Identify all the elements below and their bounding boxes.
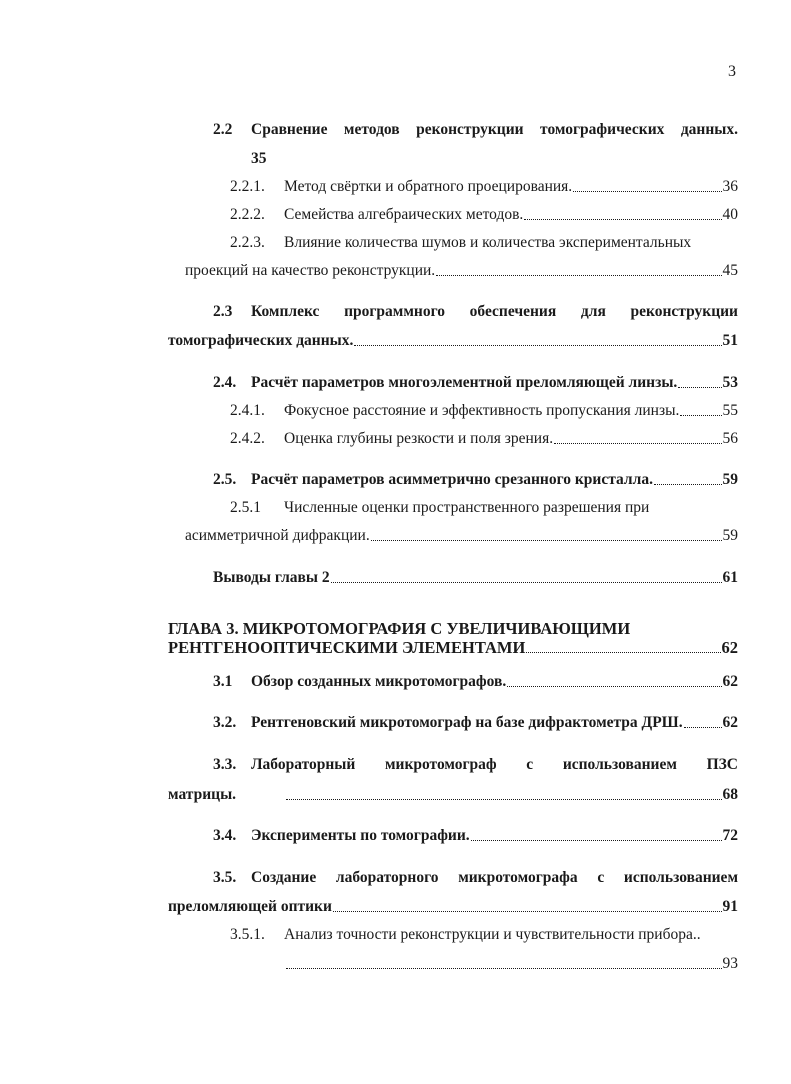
toc-page-number: 59 (722, 527, 738, 544)
toc-title: Семейства алгебраических методов. (284, 206, 524, 223)
toc-title: Метод свёртки и обратного проецирования. (284, 178, 573, 195)
toc-number: 2.2 (213, 121, 233, 138)
toc-page-number: 36 (722, 178, 738, 195)
toc-entry-3-2 (213, 713, 738, 733)
toc-entry-3-4 (213, 826, 738, 846)
toc-number: 2.4. (213, 374, 237, 391)
toc-entry-chapter-3 (168, 638, 738, 658)
dot-leader (524, 219, 721, 220)
toc-title: Анализ точности реконструкции и чувствительности прибора.. (284, 926, 701, 943)
toc-page-number: 56 (722, 430, 738, 447)
toc-title: Фокусное расстояние и эффективность пропускания линзы. (284, 402, 680, 419)
dot-leader (471, 840, 722, 841)
toc-entry-2-2-1 (230, 177, 738, 197)
toc-number: 2.2.2. (230, 206, 265, 223)
toc-title: Сравнение методов реконструкции томографических данных. (251, 121, 738, 138)
dot-leader (526, 652, 720, 653)
toc-number: 3.5.1. (230, 926, 265, 943)
dot-leader (573, 191, 721, 192)
dot-leader (678, 387, 721, 388)
dot-leader (554, 443, 721, 444)
chapter-3-title: ГЛАВА 3. МИКРОТОМОГРАФИЯ С УВЕЛИЧИВАЮЩИМИ (168, 619, 631, 638)
toc-title: Влияние количества шумов и количества экспериментальных (284, 234, 692, 251)
toc-entry-2-5-1-cont (185, 526, 738, 546)
toc-entry-2-5-1 (230, 498, 710, 518)
toc-entry-conclusions-2 (213, 568, 738, 588)
dot-leader (286, 799, 722, 800)
toc-entry-2-2 (213, 120, 738, 140)
toc-entry-2-5 (213, 470, 738, 490)
toc-page-number: 45 (722, 262, 738, 279)
dot-leader (331, 582, 722, 583)
toc-entry-3-5 (213, 868, 738, 888)
toc-title: проекций на качество реконструкции. (185, 262, 436, 279)
dot-leader (684, 727, 722, 728)
toc-title: Обзор созданных микротомографов. (251, 673, 507, 690)
toc-number: 2.2.3. (230, 234, 265, 251)
toc-number: 2.4.2. (230, 430, 265, 447)
toc-title: томографических данных. (168, 332, 354, 349)
dot-leader (371, 540, 722, 541)
toc-title: Оценка глубины резкости и поля зрения. (284, 430, 554, 447)
toc-number: 2.3 (213, 303, 233, 320)
toc-page-number: 51 (722, 332, 738, 349)
toc-page-number: 61 (722, 569, 738, 586)
toc-title: Численные оценки пространственного разрешения при (284, 499, 650, 516)
page-number: 3 (728, 63, 736, 80)
toc-entry-2-4 (213, 373, 738, 393)
toc-number: 2.5. (213, 471, 237, 488)
toc-number: 2.5.1 (230, 499, 261, 516)
toc-entry-3-5-1 (230, 925, 738, 945)
toc-number: 3.5. (213, 869, 237, 886)
toc-number: 2.4.1. (230, 402, 265, 419)
toc-page-number: 93 (722, 955, 738, 972)
toc-entry-2-2-3-cont (185, 261, 738, 281)
dot-leader (333, 911, 722, 912)
toc-title: Выводы главы 2 (213, 569, 330, 586)
toc-entry-3-5-1-cont (286, 954, 738, 974)
toc-entry-3-1 (213, 672, 738, 692)
toc-title: Лабораторный микротомограф с использованием ПЗС (251, 756, 738, 773)
toc-title: Расчёт параметров многоэлементной преломляющей линзы. (251, 374, 678, 391)
toc-page-number: 62 (722, 673, 738, 690)
toc-entry-3-3 (213, 755, 738, 775)
dot-leader (680, 415, 721, 416)
dot-leader (436, 275, 721, 276)
toc-number: 3.2. (213, 714, 237, 731)
dot-leader (354, 345, 721, 346)
toc-number: 3.1 (213, 673, 233, 690)
toc-page-number: 35 (251, 150, 267, 167)
toc-title: асимметричной дифракции. (185, 527, 370, 544)
toc-entry-2-2-2 (230, 205, 738, 225)
dot-leader (507, 686, 721, 687)
toc-number: 3.3. (213, 756, 237, 773)
toc-page-number: 62 (721, 638, 738, 657)
toc-entry-3-3-cont (286, 785, 738, 805)
toc-page-number: 68 (722, 786, 738, 803)
dot-leader (654, 484, 722, 485)
toc-entry-2-4-1 (230, 401, 738, 421)
toc-page-number: 72 (722, 827, 738, 844)
toc-page-number: 40 (722, 206, 738, 223)
toc-title: матрицы. (168, 786, 237, 803)
toc-page-number: 59 (722, 471, 738, 488)
toc-entry-2-2-3 (230, 233, 724, 253)
toc-entry-3-5-cont (168, 897, 738, 917)
toc-title: РЕНТГЕНООПТИЧЕСКИМИ ЭЛЕМЕНТАМИ (168, 638, 526, 657)
toc-entry-2-3-cont (168, 331, 738, 351)
toc-page-number: 91 (722, 898, 738, 915)
toc-title: Рентгеновский микротомограф на базе дифрактометра ДРШ. (251, 714, 683, 731)
dot-leader (286, 968, 722, 969)
toc-number: 2.2.1. (230, 178, 265, 195)
toc-entry-2-3 (213, 302, 738, 322)
toc-title: Комплекс программного обеспечения для реконструкции (251, 303, 738, 320)
toc-page-number: 62 (722, 714, 738, 731)
toc-entry-2-4-2 (230, 429, 738, 449)
toc-number: 3.4. (213, 827, 237, 844)
toc-title: преломляющей оптики (168, 898, 332, 915)
toc-title: Расчёт параметров асимметрично срезанного кристалла. (251, 471, 653, 488)
toc-title: Создание лабораторного микротомографа с использованием (251, 869, 738, 886)
toc-page-number: 53 (722, 374, 738, 391)
toc-page-number: 55 (722, 402, 738, 419)
toc-title: Эксперименты по томографии. (251, 827, 470, 844)
